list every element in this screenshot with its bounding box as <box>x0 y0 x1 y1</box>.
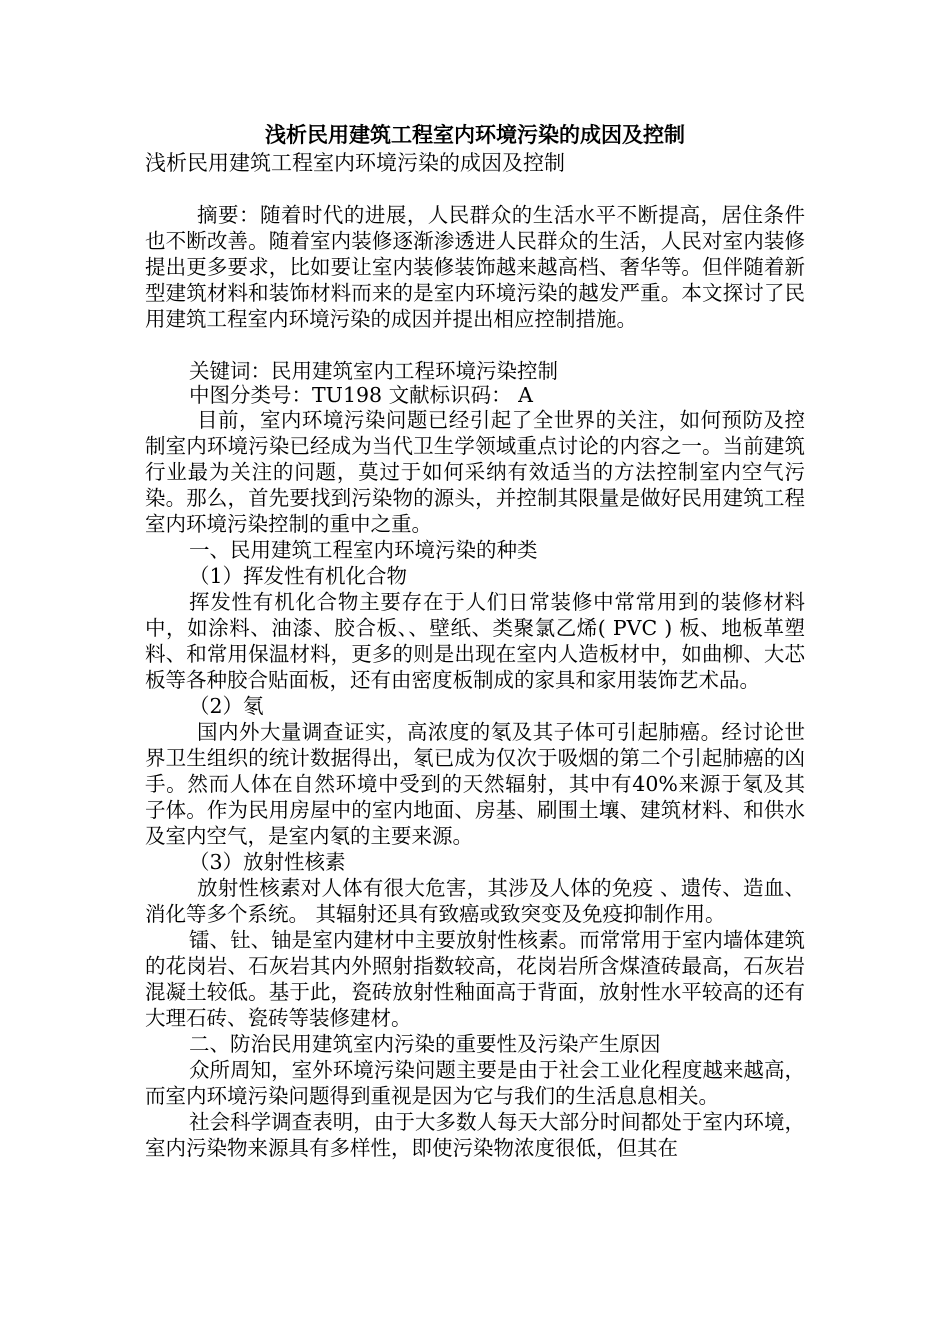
section2-paragraph-2: 社会科学调查表明，由于大多数人每天大部分时间都处于室内环境，室内污染物来源具有多样性，即使污染物浓度很低，但其在 <box>145 1110 805 1160</box>
sub2-heading: （2）氡 <box>189 694 264 718</box>
section1-heading: 一、民用建筑工程室内环境污染的种类 <box>189 538 538 562</box>
section2-heading: 二、防治民用建筑室内污染的重要性及污染产生原因 <box>189 1032 661 1056</box>
sub1-heading: （1）挥发性有机化合物 <box>189 564 408 588</box>
intro-paragraph: 目前，室内环境污染问题已经引起了全世界的关注，如何预防及控制室内环境污染已经成为当代卫生学领域重点讨论的内容之一。当前建筑行业最为关注的问题，莫过于如何采纳有效适当的方法控制室内空气污染。那么，首先要找到污染物的源头，并控制其限量是做好民用建筑工程室内环境污染控制的重中之重。 <box>145 408 805 536</box>
sub2-paragraph: 国内外大量调查证实，高浓度的氡及其子体可引起肺癌。经讨论世界卫生组织的统计数据得出，氡已成为仅次于吸烟的第二个引起肺癌的凶手。然而人体在自然环境中受到的天然辐射，其中有40%来源于氡及其子体。作为民用房屋中的室内地面、房基、刷围土壤、建筑材料、和供水及室内空气，是室内氡的主要来源。 <box>145 720 805 848</box>
keywords-line: 关键词：民用建筑室内工程环境污染控制 <box>189 359 558 383</box>
section2-paragraph-1: 众所周知，室外环境污染问题主要是由于社会工业化程度越来越高，而室内环境污染问题得到重视是因为它与我们的生活息息相关。 <box>145 1058 805 1108</box>
spacer <box>145 176 805 202</box>
document-subtitle: 浅析民用建筑工程室内环境污染的成因及控制 <box>145 151 565 175</box>
sub3-paragraph-1: 放射性核素对人体有很大危害，其涉及人体的免疫 、遗传、造血、消化等多个系统。 其辐射还具有致癌或致突变及免疫抑制作用。 <box>145 876 805 926</box>
abstract-paragraph: 摘要：随着时代的进展，人民群众的生活水平不断提高，居住条件也不断改善。随着室内装修逐渐渗透进人民群众的生活，人民对室内装修提出更多要求，比如要让室内装修装饰越来越高档、奢华等。但伴随着新型建筑材料和装饰材料而来的是室内环境污染的越发严重。本文探讨了民用建筑工程室内环境污染的成因并提出相应控制措施。 <box>145 203 805 331</box>
sub3-heading: （3）放射性核素 <box>189 850 346 874</box>
sub3-paragraph-2: 镭、钍、铀是室内建材中主要放射性核素。而常常用于室内墙体建筑的花岗岩、石灰岩其内外照射指数较高，花岗岩所含煤渣砖最高，石灰岩混凝土较低。基于此，瓷砖放射性釉面高于背面，放射性水平较高的还有大理石砖、瓷砖等装修建材。 <box>145 928 805 1030</box>
document-title: 浅析民用建筑工程室内环境污染的成因及控制 <box>265 123 685 147</box>
sub1-paragraph: 挥发性有机化合物主要存在于人们日常装修中常常用到的装修材料中，如涂料、油漆、胶合板、、壁纸、类聚氯乙烯( PVC ) 板、地板革塑料、和常用保温材料，更多的则是出现在室内人造板材中，如曲柳、大芯板等各种胶合贴面板，还有由密度板制成的家具和家用装饰艺术品。 <box>145 590 805 692</box>
spacer <box>145 332 805 358</box>
classification-line: 中图分类号：TU198 文献标识码： A <box>189 383 533 407</box>
document-page <box>145 120 805 1161</box>
